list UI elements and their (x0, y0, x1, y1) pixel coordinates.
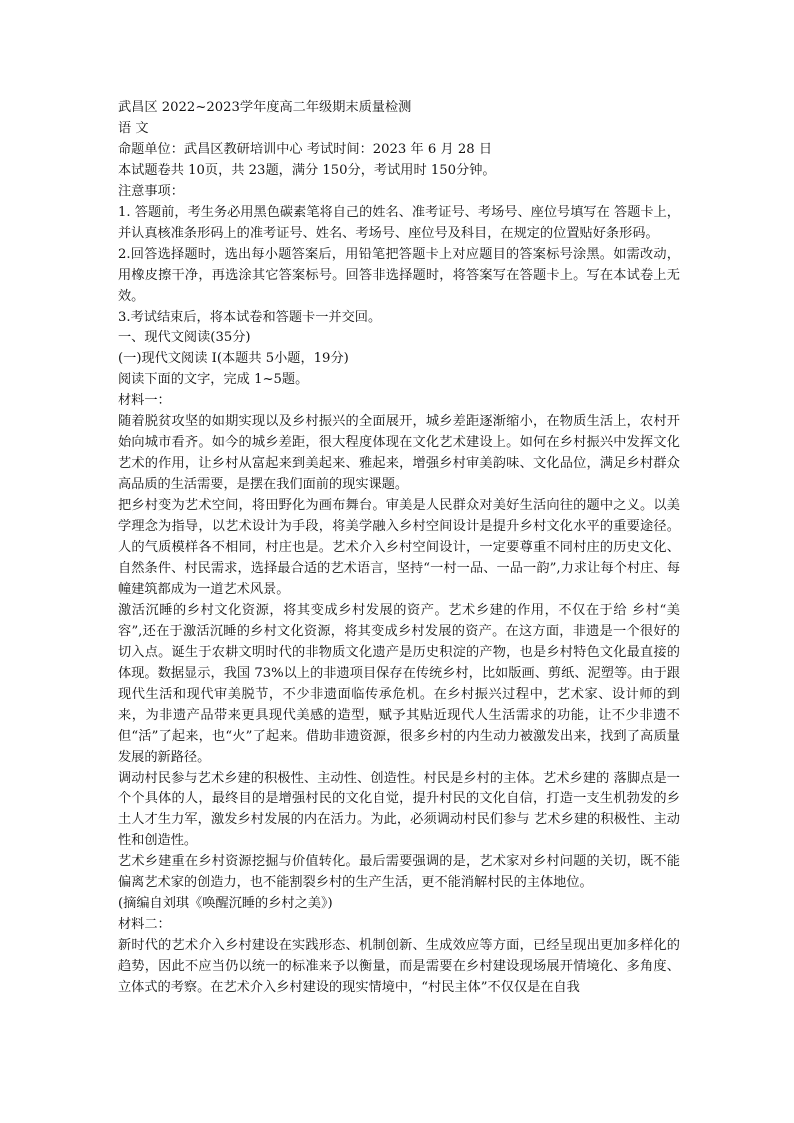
exam-title: 武昌区 2022~2023学年度高二年级期末质量检测 (118, 100, 412, 115)
section-heading: 一、现代文阅读(35分) (118, 330, 251, 346)
note-item: 1. 答题前，考生务必用黑色碳素笔将自己的姓名、准考证号、考场号、座位号填写在 答题卡上，并认真核准条形码上的准考证号、姓名、考场号、座位号及科目，在规定的位置贴好条形码。 (118, 204, 680, 241)
section-subheading: (一)现代文阅读 I(本题共 5小题，19分) (118, 351, 349, 367)
reading-instruction: 阅读下面的文字，完成 1~5题。 (118, 372, 309, 388)
note-item: 2.回答选择题时，选出每小题答案后，用铅笔把答题卡上对应题目的答案标号涂黑。如需改动，用橡皮擦干净，再选涂其它答案标号。回答非选择题时，将答案写在答题卡上。写在本试卷上无效。 (118, 246, 680, 304)
material-one-label: 材料一： (118, 393, 171, 409)
material-paragraph: 把乡村变为艺术空间，将田野化为画布舞台。审美是人民群众对美好生活向往的题中之义。以美学理念为指导，以艺术设计为手段，将美学融入乡村空间设计是提升乡村文化水平的重要途径。人的气质模样各不相同，村庄也是。艺术介入乡村空间设计，一定要尊重不同村庄的历史文化、自然条件、村民需求，选择最合适的艺术语言，坚持“一村一品、一品一韵”,力求让每个村庄、每幢建筑都成为一道艺术风景。 (118, 498, 680, 597)
material-paragraph: 新时代的艺术介入乡村建设在实践形态、机制创新、生成效应等方面，已经呈现出更加多样化的趋势，因此不应当仍以统一的标准来予以衡量，而是需要在乡村建设现场展开情境化、多角度、立体式的考察。在艺术介入乡村建设的现实情境中，“村民主体”不仅仅是在自我 (118, 938, 680, 996)
exam-page (118, 98, 680, 999)
exam-scope: 本试题卷共 10页，共 23题，满分 150分，考试用时 150分钟。 (118, 162, 496, 178)
note-item: 3.考试结束后，将本试卷和答题卡一并交回。 (118, 309, 382, 325)
material-paragraph: 激活沉睡的乡村文化资源，将其变成乡村发展的资产。艺术乡建的作用，不仅在于给 乡村“美容”,还在于激活沉睡的乡村文化资源，将其变成乡村发展的资产。在这方面，非遗是一个很好的切入点。诞生于农耕文明时代的非物质文化遗产是历史积淀的产物，也是乡村特色文化最直接的体现。数据显示，我国 73%以上的非遗项目保存在传统乡村，比如版画、剪纸、泥塑等。由于跟现代生活和现代审美脱节，不少非遗面临传承危机。在乡村振兴过程中，艺术家、设计师的到来，为非遗产品带来更具现代美感的造型，赋予其贴近现代人生活需求的功能，让不少非遗不但“活”了起来，也“火”了起来。借助非遗资源，很多乡村的内生动力被激发出来，找到了高质量发展的新路径。 (118, 602, 680, 765)
material-paragraph: 艺术乡建重在乡村资源挖掘与价值转化。最后需要强调的是，艺术家对乡村问题的关切，既不能偏离艺术家的创造力，也不能割裂乡村的生产生活，更不能消解村民的主体地位。 (118, 854, 680, 891)
material-paragraph: 随着脱贫攻坚的如期实现以及乡村振兴的全面展开，城乡差距逐渐缩小，在物质生活上，农村开始向城市看齐。如今的城乡差距，很大程度体现在文化艺术建设上。如何在乡村振兴中发挥文化艺术的作用，让乡村从富起来到美起来、雅起来，增强乡村审美韵味、文化品位，满足乡村群众高品质的生活需要，是摆在我们面前的现实课题。 (118, 414, 680, 493)
material-two-label: 材料二： (118, 917, 171, 933)
exam-meta: 命题单位：武昌区教研培训中心 考试时间：2023 年 6 月 28 日 (118, 141, 493, 157)
notes-heading: 注意事项： (118, 183, 184, 199)
subject-label: 语 文 (118, 120, 149, 136)
material-source: (摘编自刘琪《唤醒沉睡的乡村之美》) (118, 896, 333, 912)
material-paragraph: 调动村民参与艺术乡建的积极性、主动性、创造性。村民是乡村的主体。艺术乡建的 落脚点是一个个具体的人，最终目的是增强村民的文化自觉，提升村民的文化自信，打造一支生机勃发的乡土人才生力军，激发乡村发展的内在活力。为此，必须调动村民们参与 艺术乡建的积极性、主动性和创造性。 (118, 770, 680, 849)
